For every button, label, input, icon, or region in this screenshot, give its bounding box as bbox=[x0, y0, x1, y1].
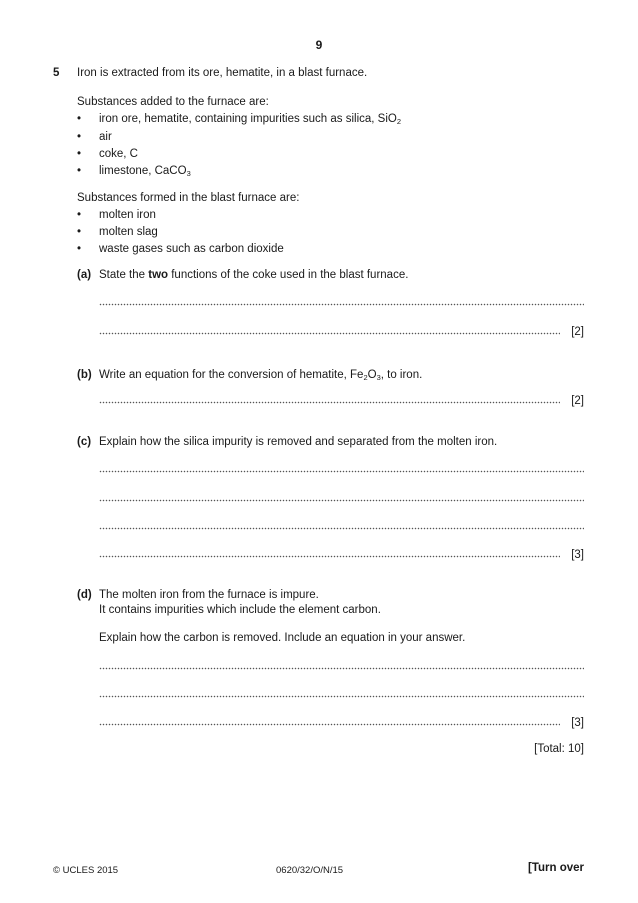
page-number: 9 bbox=[315, 38, 323, 52]
part-d-mark: [3] bbox=[571, 717, 584, 729]
answer-line[interactable] bbox=[99, 522, 584, 532]
answer-line[interactable] bbox=[99, 662, 584, 672]
answer-line[interactable] bbox=[99, 690, 584, 700]
added-item-coke: coke, C bbox=[99, 148, 138, 160]
part-d-line1: The molten iron from the furnace is impure. bbox=[99, 589, 319, 601]
added-item-air: air bbox=[99, 131, 112, 143]
answer-line[interactable] bbox=[99, 465, 584, 475]
bullet: • bbox=[77, 131, 82, 143]
part-b-mark: [2] bbox=[571, 395, 584, 407]
bullet: • bbox=[77, 148, 82, 160]
bullet: • bbox=[77, 243, 82, 255]
question-intro: Iron is extracted from its ore, hematite, in a blast furnace. bbox=[77, 67, 368, 79]
answer-line[interactable] bbox=[99, 494, 584, 504]
added-item-limestone: limestone, CaCO$_3$ bbox=[99, 165, 191, 178]
part-c-question: Explain how the silica impurity is removed and separated from the molten iron. bbox=[99, 436, 498, 448]
part-d-line2: It contains impurities which include the element carbon. bbox=[99, 604, 381, 616]
turn-over: [Turn over bbox=[527, 862, 584, 874]
bullet: • bbox=[77, 226, 82, 238]
formed-item-waste-gases: waste gases such as carbon dioxide bbox=[99, 243, 284, 255]
part-c-mark: [3] bbox=[571, 549, 584, 561]
part-a-label: (a) bbox=[77, 269, 92, 281]
bullet: • bbox=[77, 165, 82, 177]
formed-item-molten-iron: molten iron bbox=[99, 209, 156, 221]
part-c-label: (c) bbox=[77, 436, 92, 448]
bullet: • bbox=[77, 113, 82, 125]
paper-code: 0620/32/O/N/15 bbox=[276, 865, 344, 876]
answer-line[interactable] bbox=[99, 396, 560, 406]
part-b-label: (b) bbox=[77, 369, 92, 381]
answer-line[interactable] bbox=[99, 298, 584, 308]
part-a-mark: [2] bbox=[571, 326, 584, 338]
total-marks: [Total: 10] bbox=[534, 743, 584, 755]
added-item-iron-ore: iron ore, hematite, containing impurities such as silica, SiO$_2$ bbox=[99, 113, 402, 126]
copyright: © UCLES 2015 bbox=[53, 865, 119, 876]
answer-line[interactable] bbox=[99, 550, 560, 560]
answer-line[interactable] bbox=[99, 718, 560, 728]
formed-item-molten-slag: molten slag bbox=[99, 226, 158, 238]
added-heading: Substances added to the furnace are: bbox=[77, 96, 269, 108]
part-d-label: (d) bbox=[77, 589, 92, 601]
answer-line[interactable] bbox=[99, 327, 560, 337]
bullet: • bbox=[77, 209, 82, 221]
part-a-question: State the two functions of the coke used in the blast furnace. bbox=[99, 269, 409, 281]
formed-heading: Substances formed in the blast furnace are: bbox=[77, 192, 300, 204]
question-number: 5 bbox=[53, 67, 60, 79]
part-d-question: Explain how the carbon is removed. Include an equation in your answer. bbox=[99, 632, 466, 644]
part-b-question: Write an equation for the conversion of hematite, $Fe_2O_3$, to iron. bbox=[99, 369, 423, 382]
